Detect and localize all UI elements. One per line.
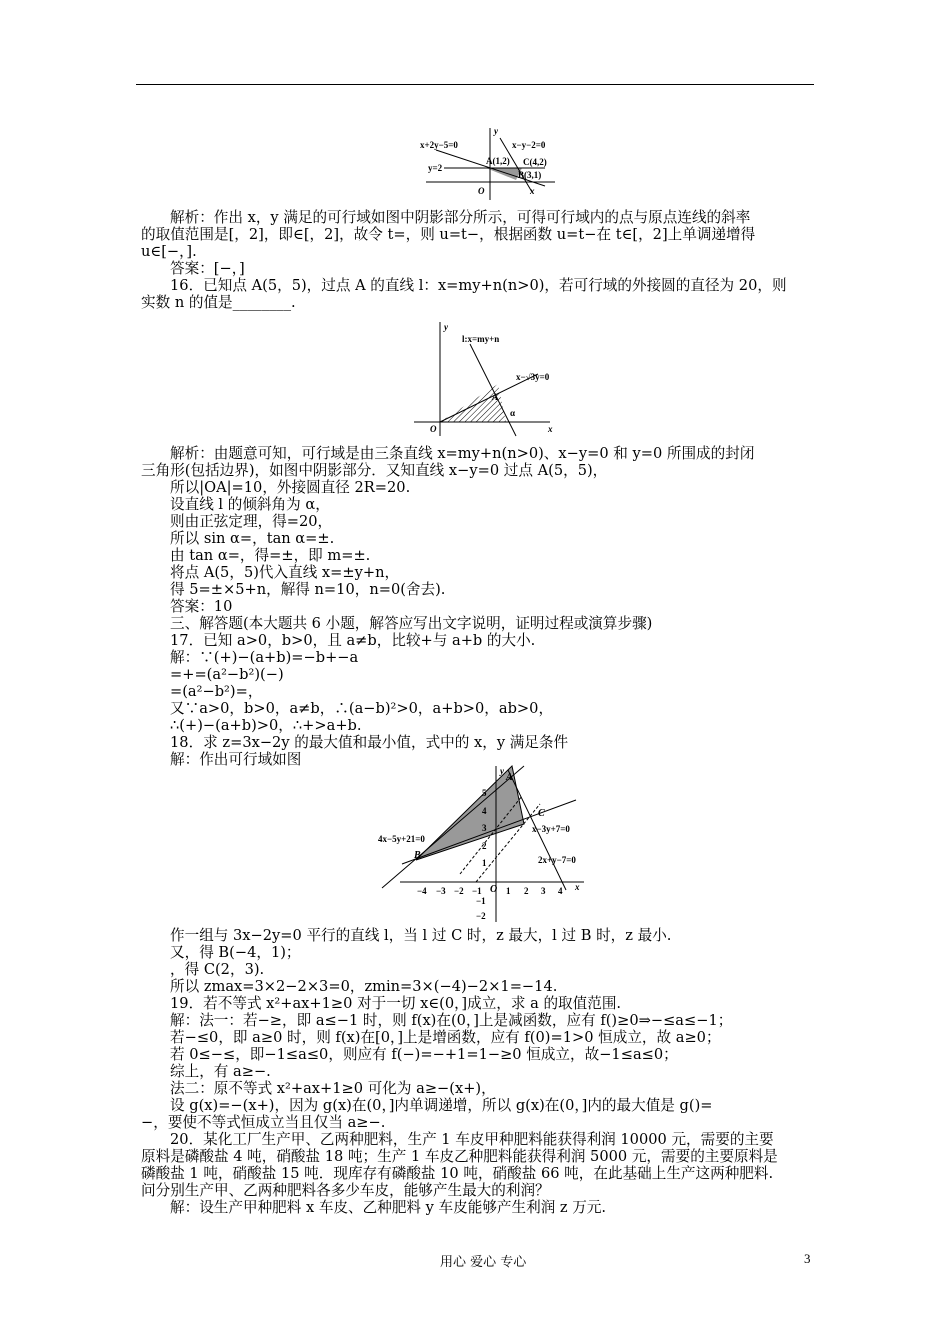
p16-answer: 答案：10 — [170, 598, 233, 615]
p17-question: 17．已知 a>0，b>0，且 a≠b，比较+与 a+b 的大小. — [170, 632, 536, 649]
p16-solution-line3: 所以|OA|=10，外接圆直径 2R=20. — [170, 479, 411, 496]
fig1-line2-label: x−y−2=0 — [512, 140, 546, 150]
p20-question-line1: 20．某化工厂生产甲、乙两种肥料，生产 1 车皮甲种肥料能获得利润 10000 元，需要的主要 — [170, 1131, 774, 1148]
fig3-y-axis: y — [500, 766, 504, 776]
fig3-origin: O — [490, 884, 498, 895]
fig1-point-b: B(3,1) — [518, 170, 542, 180]
figure-feasible-region-2 — [410, 318, 560, 438]
fig3-tick-x-neg2: −2 — [454, 886, 464, 896]
fig3-tick-y-1: 1 — [482, 858, 487, 868]
p20-question-line2: 原料是磷酸盐 4 吨，硝酸盐 18 吨；生产 1 车皮乙种肥料能获得利润 5000 元，需要的主要原料是 — [141, 1148, 778, 1165]
fig3-tick-y-2: 2 — [482, 841, 487, 851]
header-rule — [136, 84, 814, 85]
p16-question-line1: 16．已知点 A(5，5)，过点 A 的直线 l：x=my+n(n>0)，若可行域的外接圆的直径为 20，则 — [170, 277, 787, 294]
fig3-x-axis: x — [575, 882, 580, 892]
fig3-tick-x-neg1: −1 — [472, 886, 482, 896]
section-three-heading: 三、解答题(本大题共 6 小题，解答应写出文字说明，证明过程或演算步骤) — [170, 615, 653, 632]
figure-feasible-region-3 — [372, 764, 592, 924]
p19-solution-line2: 若−≤0，即 a≥0 时，则 f(x)在[0，]上是增函数，应有 f(0)=1>0 恒成立，故 a≥0； — [170, 1029, 721, 1046]
p18-solution-line3: ，得 C(2，3). — [170, 961, 265, 978]
fig3-tick-x-2: 2 — [524, 886, 529, 896]
page-number: 3 — [804, 1251, 811, 1266]
fig3-point-a: A — [506, 772, 513, 783]
p17-solution-line2: =+=(a²−b²)(−) — [170, 666, 284, 683]
p15-solution-line2: 的取值范围是[，2]，即∈[，2]，故令 t=，则 u=t−，根据函数 u=t−在 t∈[，2]上单调递增得 — [141, 226, 756, 243]
fig3-tick-y-neg2: −2 — [476, 911, 486, 921]
fig2-line-label: x−√3y=0 — [516, 372, 550, 382]
fig2-alpha: α — [510, 408, 516, 418]
fig1-x-axis: x — [530, 186, 535, 196]
fig3-line3-label: 2x+y−7=0 — [538, 855, 576, 865]
p19-solution-line3: 若 0≤−≤，即−1≤a≤0，则应有 f(−)=−+1=1−≥0 恒成立，故−1≤a≤0； — [170, 1046, 678, 1063]
fig3-tick-y-neg1: −1 — [476, 896, 486, 906]
fig3-tick-x-3: 3 — [541, 886, 546, 896]
fig2-line-l-label: l:x=my+n — [462, 334, 500, 344]
fig1-y-axis: y — [494, 126, 498, 136]
page-footer: 用心 爱心 专心 — [440, 1255, 527, 1270]
p19-solution-line1: 解：法一：若−≥，即 a≤−1 时，则 f(x)在(0，]上是减函数，应有 f()≥0⇒−≤a≤−1； — [170, 1012, 733, 1029]
p16-solution-line6: 所以 sin α=，tan α=±. — [170, 530, 335, 547]
fig1-point-a: A(1,2) — [486, 156, 510, 166]
fig3-line2-label: x−3y+7=0 — [532, 824, 570, 834]
fig3-line1-label: 4x−5y+21=0 — [378, 834, 425, 844]
p20-question-line3: 磷酸盐 1 吨，硝酸盐 15 吨．现库存有磷酸盐 10 吨，硝酸盐 66 吨，在此基础上生产这两种肥料. — [141, 1165, 774, 1182]
p17-solution-line3: =(a²−b²)=， — [170, 683, 263, 700]
p16-solution-line2: 三角形(包括边界)，如图中阴影部分．又知直线 x−y=0 过点 A(5，5)， — [141, 462, 608, 479]
fig1-origin: O — [478, 186, 485, 196]
p19-question: 19．若不等式 x²+ax+1≥0 对于一切 x∈(0，]成立，求 a 的取值范围. — [170, 995, 622, 1012]
p18-solution-line1: 作一组与 3x−2y=0 平行的直线 l，当 l 过 C 时，z 最大，l 过 B 时，z 最小. — [170, 927, 672, 944]
fig3-point-b: B — [414, 850, 421, 861]
p17-solution-line1: 解：∵(+)−(a+b)=−b+−a — [170, 649, 359, 666]
p17-solution-line4: 又∵a>0，b>0，a≠b，∴(a−b)²>0，a+b>0，ab>0， — [170, 700, 554, 717]
p20-question-line4: 问分别生产甲、乙两种肥料各多少车皮，能够产生最大的利润？ — [141, 1182, 550, 1199]
fig1-point-c: C(4,2) — [523, 157, 547, 167]
fig3-tick-x-neg4: −4 — [417, 886, 427, 896]
p16-solution-line9: 得 5=±×5+n，解得 n=10，n=0(舍去). — [170, 581, 446, 598]
p19-solution-line7: −，要使不等式恒成立当且仅当 a≥−. — [141, 1114, 386, 1131]
fig3-tick-x-neg3: −3 — [436, 886, 446, 896]
fig2-origin: O — [430, 424, 437, 434]
fig2-x-axis: x — [548, 424, 553, 434]
p19-solution-line4: 综上，有 a≥−. — [170, 1063, 271, 1080]
p15-solution-line3: u∈[−，]. — [141, 243, 197, 260]
fig3-point-c: C — [538, 808, 545, 819]
fig3-tick-y-3: 3 — [482, 823, 487, 833]
fig3-tick-y-5: 5 — [482, 788, 487, 798]
fig3-tick-y-4: 4 — [482, 806, 487, 816]
p15-solution-line1: 解析：作出 x，y 满足的可行域如图中阴影部分所示，可得可行域内的点与原点连线的斜率 — [170, 209, 751, 226]
fig1-line1-label: x+2y−5=0 — [420, 140, 458, 150]
p18-question: 18．求 z=3x−2y 的最大值和最小值，式中的 x，y 满足条件 — [170, 734, 569, 751]
p19-solution-line5: 法二：原不等式 x²+ax+1≥0 可化为 a≥−(x+)， — [170, 1080, 496, 1097]
fig3-tick-x-4: 4 — [558, 886, 563, 896]
p18-solution-line2: 又，得 B(−4，1)； — [170, 944, 301, 961]
p15-answer: 答案：[−，] — [170, 260, 245, 277]
p18-solution-intro: 解：作出可行域如图 — [170, 751, 302, 768]
fig2-y-axis: y — [444, 322, 448, 332]
p16-question-line2: 实数 n 的值是________. — [141, 294, 296, 311]
p16-solution-line7: 由 tan α=，得=±，即 m=±. — [170, 547, 371, 564]
fig2-point-a: A — [492, 392, 499, 402]
p18-solution-line4: 所以 zmax=3×2−2×3=0，zmin=3×(−4)−2×1=−14. — [170, 978, 558, 995]
fig3-tick-x-1: 1 — [506, 886, 511, 896]
p16-solution-line1: 解析：由题意可知，可行域是由三条直线 x=my+n(n>0)、x−y=0 和 y=0 所围成的封闭 — [170, 445, 755, 462]
p16-solution-line4: 设直线 l 的倾斜角为 α， — [170, 496, 330, 513]
fig1-y2-label: y=2 — [428, 163, 443, 173]
p19-solution-line6: 设 g(x)=−(x+)，因为 g(x)在(0，]内单调递增，所以 g(x)在(0，]内的最大值是 g()= — [170, 1097, 713, 1114]
p20-solution-line1: 解：设生产甲种肥料 x 车皮、乙种肥料 y 车皮能够产生利润 z 万元. — [170, 1199, 607, 1216]
p16-solution-line8: 将点 A(5，5)代入直线 x=±y+n， — [170, 564, 400, 581]
figure-feasible-region-1 — [420, 124, 560, 202]
p17-solution-line5: ∴(+)−(a+b)>0，∴+>a+b. — [170, 717, 362, 734]
p16-solution-line5: 则由正弦定理，得=20， — [170, 513, 333, 530]
